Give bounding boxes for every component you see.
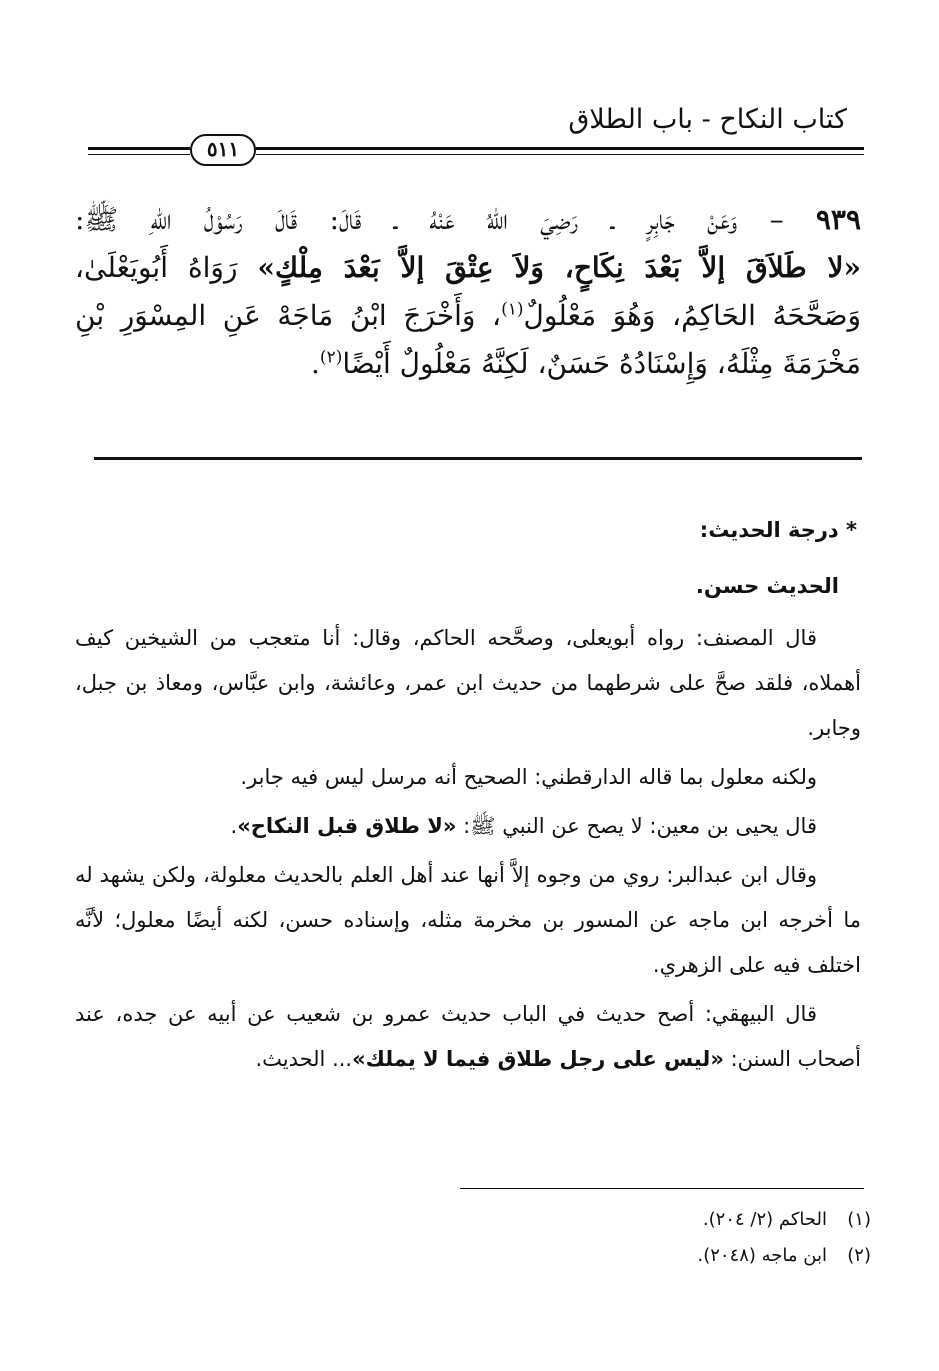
section-divider — [94, 457, 862, 460]
hadith-grading-2: ، وَأَخْرَجَ ابْنُ مَاجَهْ عَنِ المِسْوَرِ بْنِ — [75, 299, 502, 332]
footnotes — [81, 1202, 871, 1274]
page-number: ٥١١ — [190, 134, 256, 166]
footnote-ref-1[interactable]: (١) — [501, 299, 524, 320]
footnote-number: (٢) — [847, 1245, 871, 1266]
header-rule-right — [256, 147, 864, 155]
footnote-item — [81, 1202, 871, 1238]
hadith-grading-1: وَصَحَّحَهُ الحَاكِمُ، وَهُوَ مَعْلُولٌ — [523, 299, 861, 332]
footnote-ref-2[interactable]: (٢) — [319, 347, 343, 368]
section-heading: * درجة الحديث: — [699, 518, 857, 542]
footnote-text: ابن ماجه (٢٠٤٨). — [697, 1245, 827, 1266]
footnote-text: الحاكم (٢/ ٢٠٤). — [702, 1209, 827, 1230]
hadith-grade: الحديث حسن. — [695, 574, 839, 598]
hadith-line-1 — [75, 196, 861, 244]
commentary-paragraph-3 — [75, 804, 861, 849]
hadith-end-mark: . — [311, 347, 320, 380]
running-head: كتاب النكاح - باب الطلاق — [568, 104, 847, 135]
paragraph-3-text: قال يحيى بن معين: لا يصح عن النبي ﷺ: — [456, 814, 817, 838]
hadith-grading-3: مَخْرَمَةَ مِثْلَهُ، وَإِسْنَادُهُ حَسَنٌ، لَكِنَّهُ مَعْلُولٌ أَيْضًا — [342, 347, 861, 380]
paragraph-3-quote: «لا طلاق قبل النكاح» — [237, 814, 457, 838]
commentary — [75, 508, 861, 1082]
commentary-paragraph-4: وقال ابن عبدالبر: روي من وجوه إلاَّ أنها عند أهل العلم بالحديث معلولة، ولكن يشهد له ما أخرجه ابن ماجه عن المسور بن مخرمة مثله، وإسناده حسن، لكنه أيضًا معلول؛ لأنَّه اختلف فيه على الزهري. — [75, 863, 861, 977]
header-rule-left — [88, 147, 190, 155]
hadith-isnad: – وَعَنْ جَابِرٍ ـ رَضِيَ اللهُ عَنْهُ ـ قَالَ: قَالَ رَسُوْلُ اللهِ ﷺ: — [75, 203, 784, 236]
paragraph-5-quote: «ليس على رجل طلاق فيما لا يملك» — [352, 1047, 724, 1071]
commentary-paragraph-2: ولكنه معلول بما قاله الدارقطني: الصحيح أنه مرسل ليس فيه جابر. — [240, 765, 817, 789]
footnote-number: (١) — [847, 1209, 871, 1230]
header-rule — [88, 132, 864, 172]
hadith-number: ٩٣٩ — [815, 203, 861, 236]
paragraph-5-end: ... الحديث. — [255, 1047, 353, 1071]
commentary-paragraph-1: قال المصنف: رواه أبويعلى، وصحَّحه الحاكم، وقال: أنا متعجب من الشيخين كيف أهملاه، فلقد صحَّ على شرطهما من حديث ابن عمر، وعائشة، وابن عبَّاس، ومعاذ بن جبل، وجابر. — [75, 626, 861, 740]
footnote-item — [81, 1238, 871, 1274]
commentary-paragraph-5 — [75, 992, 861, 1082]
paragraph-3-end: . — [230, 814, 238, 838]
hadith-line-2 — [75, 244, 861, 292]
hadith-matn: «لا طَلاَقَ إلاَّ بَعْدَ نِكَاحٍ، وَلاَ عِتْقَ إلاَّ بَعْدَ مِلْكٍ» — [257, 251, 861, 284]
hadith-text — [75, 196, 861, 388]
hadith-line-4 — [75, 340, 861, 388]
hadith-narration: رَوَاهُ أَبُويَعْلَىٰ، — [75, 251, 258, 284]
hadith-line-3 — [75, 292, 861, 340]
footnote-divider — [460, 1188, 864, 1189]
paragraph-5-text: قال البيهقي: أصح حديث في الباب حديث عمرو بن شعيب عن أبيه عن جده، عند أصحاب السنن: — [75, 1002, 861, 1071]
